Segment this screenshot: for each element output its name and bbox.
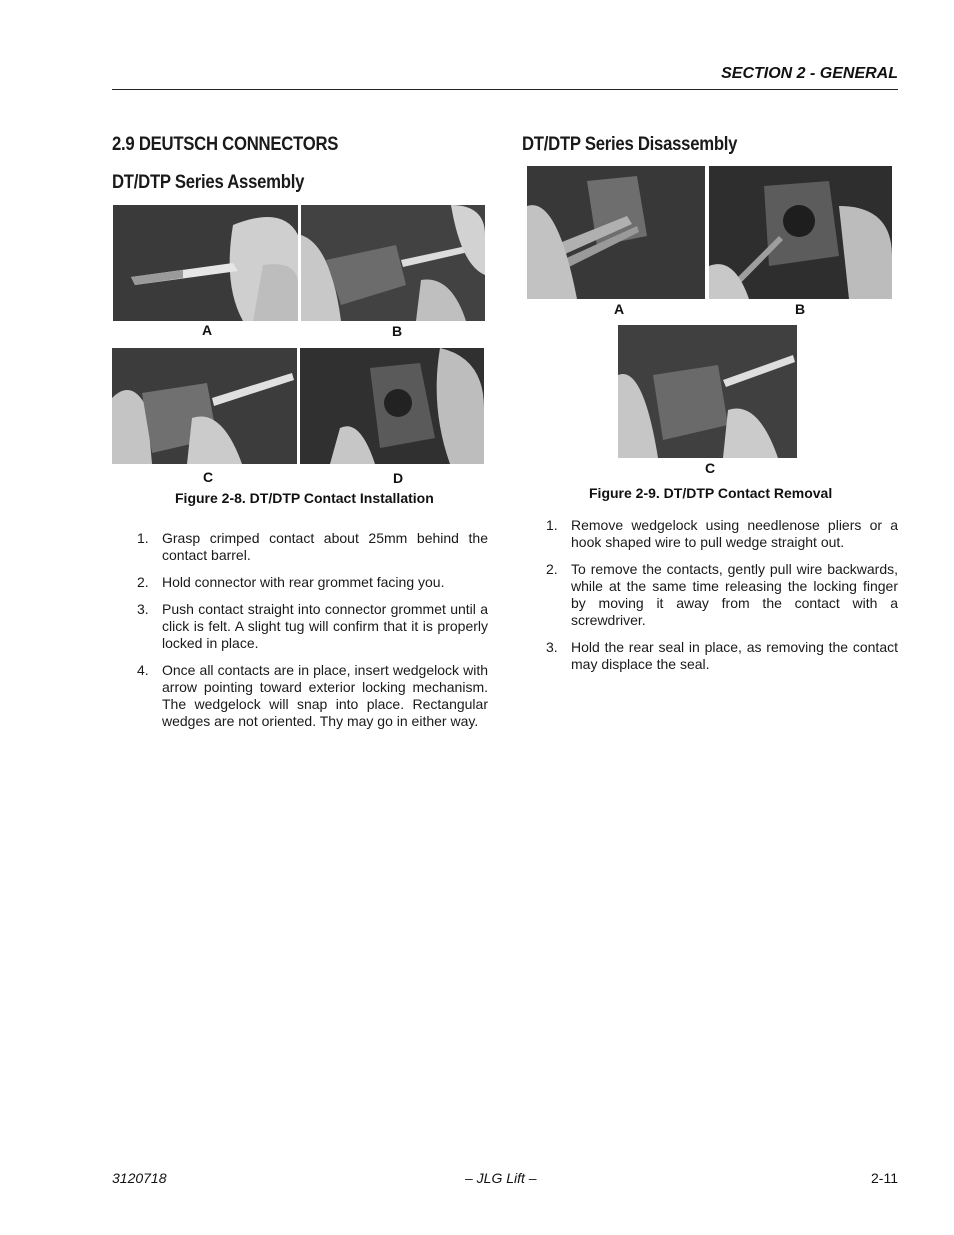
assembly-subtitle: DT/DTP Series Assembly <box>112 172 305 193</box>
photo-disassembly-a <box>527 166 705 299</box>
list-item: 2. To remove the contacts, gently pull wire backwards, while at the same time releasing the locking finger by moving it away from the contact with a screwdriver. <box>546 561 898 628</box>
photo-assembly-c <box>112 348 297 464</box>
list-item: 1. Grasp crimped contact about 25mm behind the contact barrel. <box>137 530 488 563</box>
photo-label-c: C <box>705 460 716 476</box>
list-item: 2. Hold connector with rear grommet facing you. <box>137 574 445 590</box>
photo-label-a: A <box>202 322 213 338</box>
figure-caption-2-8: Figure 2-8. DT/DTP Contact Installation <box>175 490 434 506</box>
photo-disassembly-c <box>618 325 797 458</box>
section-header: SECTION 2 - GENERAL <box>721 65 898 82</box>
footer-center: – JLG Lift – <box>465 1170 537 1186</box>
photo-label-a: A <box>614 301 625 317</box>
section-title: 2.9 DEUTSCH CONNECTORS <box>112 134 339 155</box>
photo-assembly-d <box>300 348 484 464</box>
list-item: 3. Hold the rear seal in place, as removing the contact may displace the seal. <box>546 639 898 672</box>
disassembly-steps <box>546 517 898 683</box>
page-number: 2-11 <box>871 1170 898 1186</box>
photo-label-b: B <box>795 301 806 317</box>
photo-assembly-b <box>301 205 485 321</box>
disassembly-subtitle: DT/DTP Series Disassembly <box>522 134 738 155</box>
list-item: 3. Push contact straight into connector grommet until a click is felt. A slight tug will confirm that it is properly locked in place. <box>137 601 488 651</box>
photo-label-d: D <box>393 470 404 486</box>
figure-caption-2-9: Figure 2-9. DT/DTP Contact Removal <box>589 485 833 501</box>
list-item: 1. Remove wedgelock using needlenose pliers or a hook shaped wire to pull wedge straight out. <box>546 517 898 550</box>
photo-assembly-a <box>113 205 298 321</box>
photo-label-b: B <box>392 323 403 339</box>
list-item: 4. Once all contacts are in place, insert wedgelock with arrow pointing toward exterior locking mechanism. The wedgelock will snap into place. Rectangular wedges are not oriented. Thy may go in either way. <box>137 662 488 729</box>
header-rule <box>112 89 898 90</box>
photo-label-c: C <box>203 469 214 485</box>
photo-disassembly-b <box>709 166 892 299</box>
doc-number: 3120718 <box>112 1170 167 1186</box>
assembly-steps <box>137 530 488 740</box>
